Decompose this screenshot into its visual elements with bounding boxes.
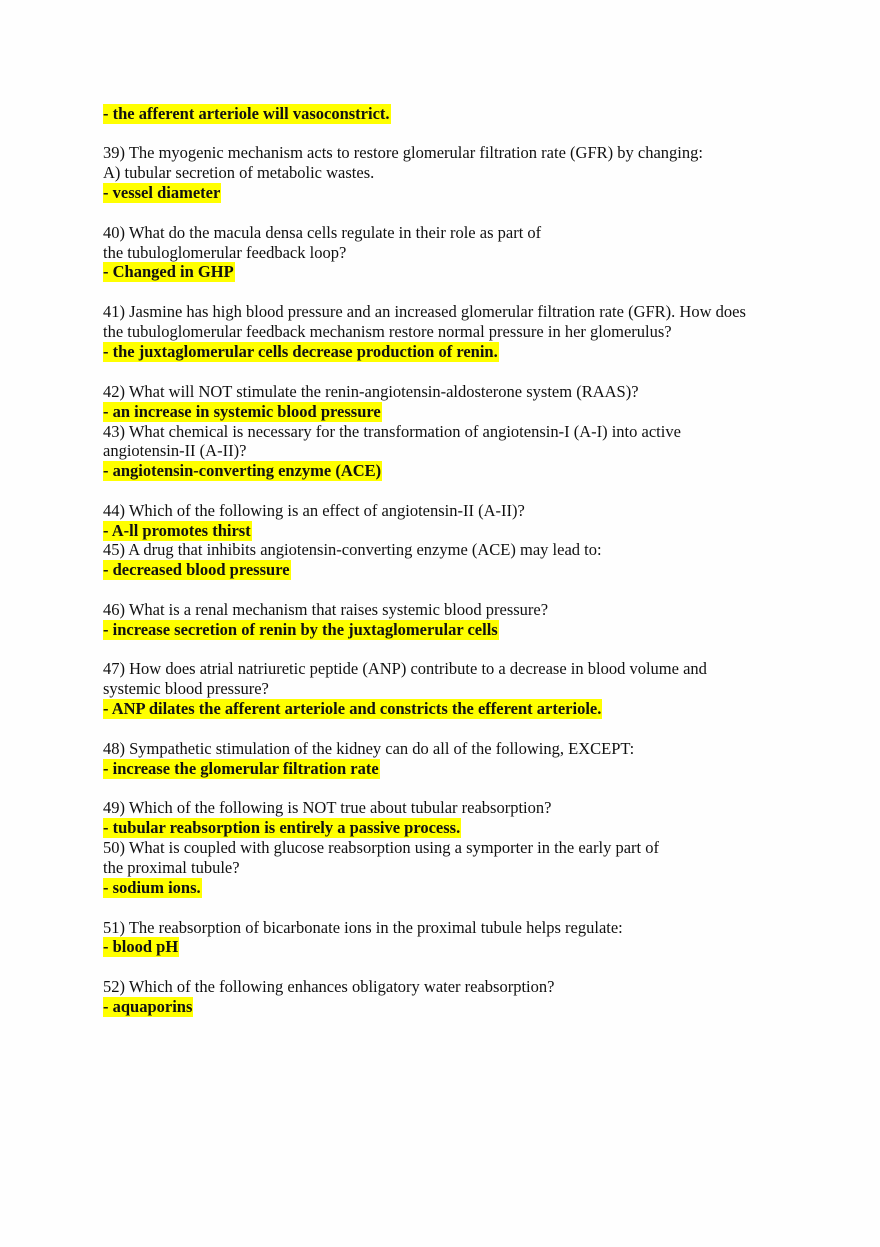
question-line bbox=[103, 163, 374, 183]
highlighted-answer-text: - the juxtaglomerular cells decrease production of renin. bbox=[103, 342, 498, 361]
highlighted-answer-text: - blood pH bbox=[103, 937, 179, 956]
question-text: 46) What is a renal mechanism that raises systemic blood pressure? bbox=[103, 600, 549, 619]
question-text: the tubuloglomerular feedback loop? bbox=[103, 243, 347, 262]
answer-line bbox=[103, 560, 291, 580]
highlighted-answer-text: - angiotensin-converting enzyme (ACE) bbox=[103, 461, 382, 480]
question-line bbox=[103, 302, 746, 322]
question-line bbox=[103, 143, 703, 163]
question-text: the tubuloglomerular feedback mechanism restore normal pressure in her glomerulus? bbox=[103, 322, 672, 341]
highlighted-answer-text: - tubular reabsorption is entirely a passive process. bbox=[103, 818, 461, 837]
question-text: 50) What is coupled with glucose reabsorption using a symporter in the early part of bbox=[103, 838, 659, 857]
answer-line bbox=[103, 104, 391, 124]
highlighted-answer-text: - increase secretion of renin by the juxtaglomerular cells bbox=[103, 620, 498, 639]
question-text: angiotensin-II (A-II)? bbox=[103, 441, 247, 460]
highlighted-answer-text: - aquaporins bbox=[103, 997, 193, 1016]
question-text: 48) Sympathetic stimulation of the kidney can do all of the following, EXCEPT: bbox=[103, 739, 635, 758]
question-text: 51) The reabsorption of bicarbonate ions in the proximal tubule helps regulate: bbox=[103, 918, 623, 937]
question-line bbox=[103, 679, 269, 699]
question-line bbox=[103, 501, 525, 521]
question-line bbox=[103, 540, 602, 560]
answer-line bbox=[103, 342, 499, 362]
question-text: 43) What chemical is necessary for the transformation of angiotensin-I (A-I) into active bbox=[103, 422, 681, 441]
highlighted-answer-text: - sodium ions. bbox=[103, 878, 201, 897]
answer-line bbox=[103, 620, 499, 640]
question-line bbox=[103, 600, 548, 620]
answer-line bbox=[103, 699, 602, 719]
question-text: 39) The myogenic mechanism acts to restore glomerular filtration rate (GFR) by changing: bbox=[103, 143, 703, 162]
highlighted-answer-text: - Changed in GHP bbox=[103, 262, 234, 281]
question-text: A) tubular secretion of metabolic wastes. bbox=[103, 163, 375, 182]
answer-line bbox=[103, 878, 202, 898]
highlighted-answer-text: - the afferent arteriole will vasoconstrict. bbox=[103, 104, 390, 123]
question-line bbox=[103, 739, 634, 759]
question-line bbox=[103, 798, 551, 818]
question-line bbox=[103, 858, 240, 878]
question-line bbox=[103, 838, 659, 858]
answer-line bbox=[103, 183, 221, 203]
answer-line bbox=[103, 759, 380, 779]
question-text: the proximal tubule? bbox=[103, 858, 240, 877]
highlighted-answer-text: - vessel diameter bbox=[103, 183, 221, 202]
question-text: 52) Which of the following enhances obligatory water reabsorption? bbox=[103, 977, 555, 996]
question-line bbox=[103, 382, 639, 402]
highlighted-answer-text: - decreased blood pressure bbox=[103, 560, 290, 579]
answer-line bbox=[103, 997, 193, 1017]
question-text: systemic blood pressure? bbox=[103, 679, 269, 698]
answer-line bbox=[103, 461, 382, 481]
highlighted-answer-text: - an increase in systemic blood pressure bbox=[103, 402, 381, 421]
question-line bbox=[103, 422, 681, 442]
highlighted-answer-text: - ANP dilates the afferent arteriole and constricts the efferent arteriole. bbox=[103, 699, 602, 718]
highlighted-answer-text: - increase the glomerular filtration rate bbox=[103, 759, 379, 778]
question-line bbox=[103, 322, 672, 342]
question-line bbox=[103, 243, 346, 263]
answer-line bbox=[103, 818, 461, 838]
answer-line bbox=[103, 937, 179, 957]
highlighted-answer-text: - A-ll promotes thirst bbox=[103, 521, 251, 540]
question-line bbox=[103, 977, 554, 997]
question-text: 45) A drug that inhibits angiotensin-converting enzyme (ACE) may lead to: bbox=[103, 540, 602, 559]
answer-line bbox=[103, 402, 382, 422]
question-line bbox=[103, 918, 623, 938]
answer-line bbox=[103, 262, 235, 282]
question-text: 49) Which of the following is NOT true about tubular reabsorption? bbox=[103, 798, 552, 817]
question-text: 44) Which of the following is an effect of angiotensin-II (A-II)? bbox=[103, 501, 525, 520]
question-text: 41) Jasmine has high blood pressure and an increased glomerular filtration rate (GFR). How does bbox=[103, 302, 746, 321]
question-line bbox=[103, 659, 707, 679]
question-text: 42) What will NOT stimulate the renin-angiotensin-aldosterone system (RAAS)? bbox=[103, 382, 639, 401]
question-text: 40) What do the macula densa cells regulate in their role as part of bbox=[103, 223, 542, 242]
question-text: 47) How does atrial natriuretic peptide (ANP) contribute to a decrease in blood volume and bbox=[103, 659, 707, 678]
question-line bbox=[103, 223, 541, 243]
question-line bbox=[103, 441, 246, 461]
answer-line bbox=[103, 521, 252, 541]
